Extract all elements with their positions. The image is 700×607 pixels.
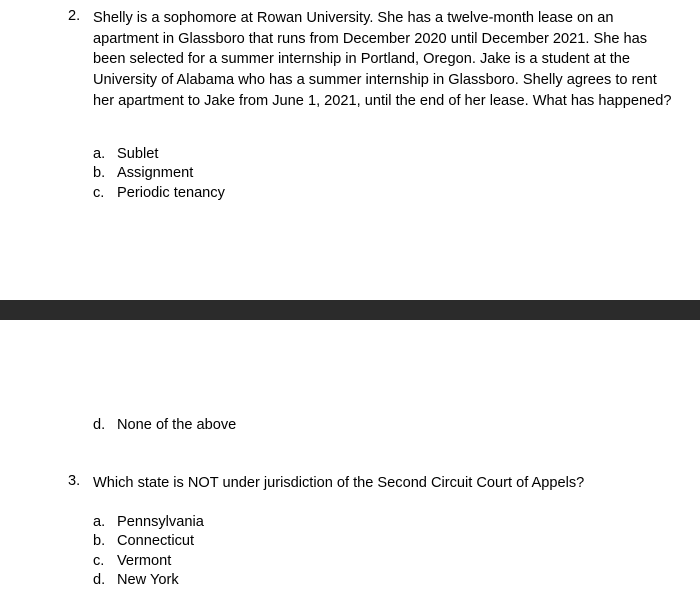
option-letter: a. (93, 146, 106, 162)
page-break-divider (0, 300, 700, 320)
question-3-option-c (0, 551, 700, 571)
option-text: New York (117, 572, 179, 588)
question-3-option-b (0, 531, 700, 551)
option-letter: b. (93, 165, 106, 181)
option-letter: c. (93, 185, 105, 201)
option-text: Assignment (117, 165, 194, 181)
question-2-option-d (0, 415, 700, 435)
question-2-text: Shelly is a sophomore at Rowan University. She has a twelve-month lease on an apartment in Glassboro that runs from December 2020 until December 2021. She has been selected for a summer internship in Portland, Oregon. Jake is a student at the University of Alabama who has a summer internship in Glassboro. Shelly agrees to rent her apartment to Jake from June 1, 2021, until the end of her lease. What has happened? (93, 10, 672, 109)
option-letter: d. (93, 572, 106, 588)
question-3-text: Which state is NOT under jurisdiction of the Second Circuit Court of Appels? (93, 475, 585, 491)
question-3-option-a (0, 512, 700, 532)
option-text: Periodic tenancy (117, 185, 225, 201)
option-text: Sublet (117, 146, 159, 162)
question-2-option-a (0, 144, 700, 164)
option-letter: b. (93, 533, 106, 549)
option-text: None of the above (117, 417, 237, 433)
question-3-option-d (0, 570, 700, 590)
question-2-option-c (0, 183, 700, 203)
option-letter: a. (93, 514, 106, 530)
option-text: Connecticut (117, 533, 195, 549)
option-letter: d. (93, 417, 106, 433)
option-letter: c. (93, 553, 105, 569)
question-2-option-b (0, 163, 700, 183)
option-text: Pennsylvania (117, 514, 204, 530)
question-3-number: 3. (68, 473, 81, 489)
option-text: Vermont (117, 553, 172, 569)
question-2-number: 2. (68, 8, 81, 24)
